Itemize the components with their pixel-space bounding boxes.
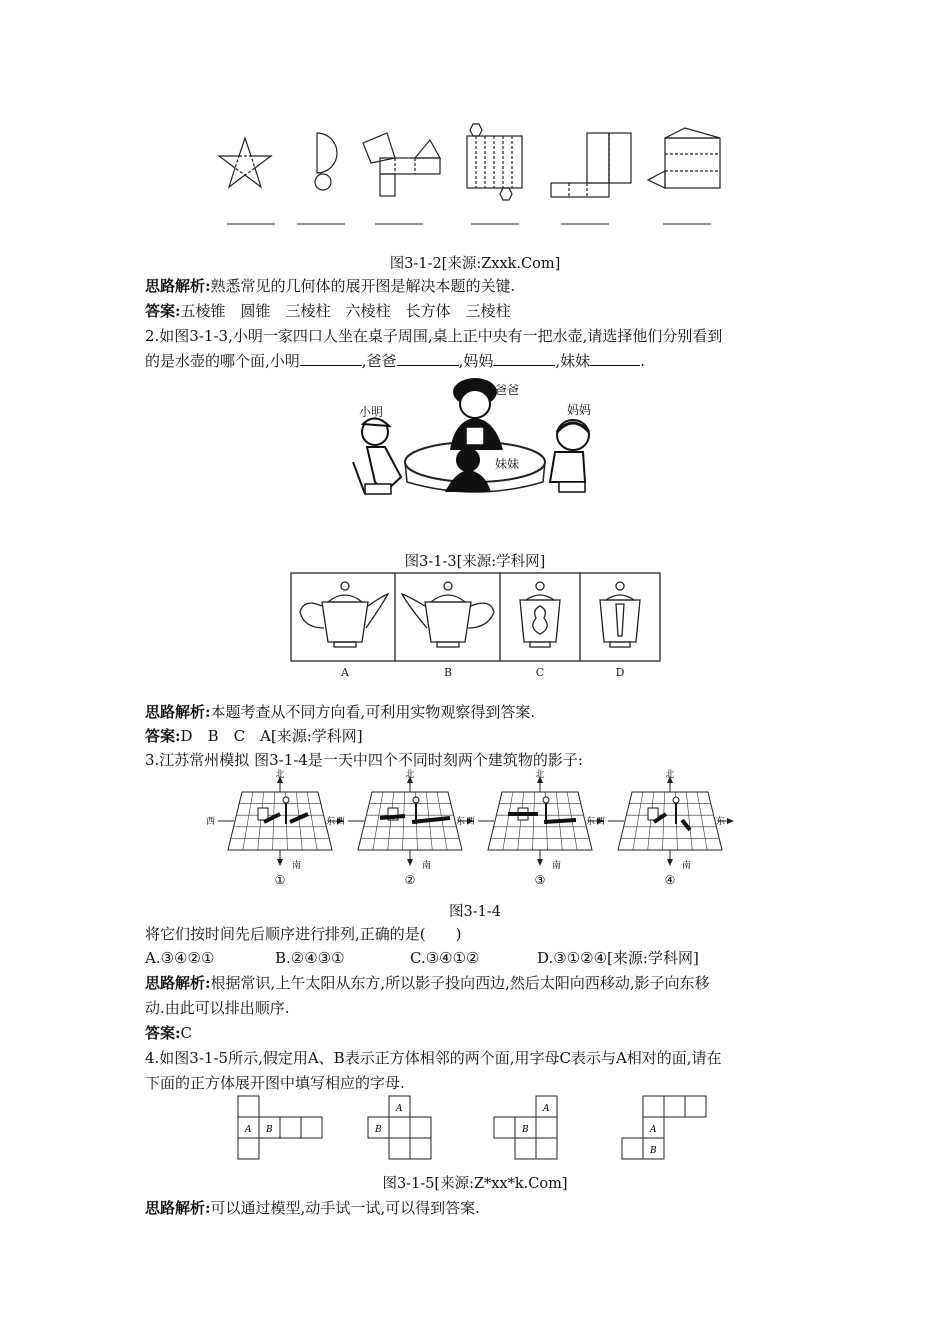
cube-net-3: [494, 1096, 557, 1159]
dir-south: 南: [422, 861, 432, 871]
q3-option-a: A.③④②①: [145, 949, 215, 967]
face-a: A: [396, 1104, 403, 1114]
dir-west: 西: [336, 817, 346, 827]
face-b: B: [650, 1146, 657, 1156]
dir-north: 北: [275, 770, 285, 780]
q3-answer: 答案:C: [145, 1024, 193, 1042]
teapot-view-a: [300, 582, 388, 647]
mama-figure: [550, 420, 589, 492]
option-a-label: A: [341, 666, 349, 679]
dir-north: 北: [535, 770, 545, 780]
prism-net-1: [363, 133, 440, 196]
label-xiaoming: 小明: [359, 405, 384, 419]
q3-question: 将它们按时间先后顺序进行排列,正确的是( ): [145, 925, 462, 943]
q3-stem: 3.江苏常州模拟 图3-1-4是一天中四个不同时刻两个建筑物的影子:: [145, 751, 583, 769]
teapot-options: [290, 572, 662, 680]
face-a: A: [543, 1104, 550, 1114]
xiaoming-figure: [353, 418, 401, 494]
label-baba: 爸爸: [495, 383, 520, 397]
figure-3-1-5: [238, 1094, 718, 1160]
cube-net-1: [238, 1096, 322, 1159]
cuboid-net: [551, 133, 631, 197]
panel-number: ④: [664, 873, 676, 887]
face-a: A: [245, 1125, 252, 1135]
shadow-panel-2: [336, 768, 474, 887]
cone-net: [315, 133, 337, 190]
q3-option-b: B.②④③①: [275, 949, 345, 967]
q3-analysis-line2: 动.由此可以排出顺序.: [145, 999, 290, 1017]
option-b-label: B: [443, 666, 453, 679]
panel-number: ②: [404, 873, 416, 887]
dir-west: 西: [466, 817, 476, 827]
shadow-panel-1: [206, 768, 344, 887]
q2-stem-line1: 2.如图3-1-3,小明一家四口人坐在桌子周围,桌上正中央有一把水壶,请选择他们分别看到: [145, 327, 723, 345]
face-a: A: [650, 1125, 657, 1135]
label-mama: 妈妈: [567, 403, 592, 417]
face-b: B: [522, 1125, 529, 1135]
q1-analysis: 思路解析:熟悉常见的几何体的展开图是解决本题的关键.: [145, 277, 516, 295]
teapot-view-c: [520, 582, 560, 647]
q3-analysis-line1: 思路解析:根据常识,上午太阳从东方,所以影子投向西边,然后太阳向西移动,影子向东移: [145, 974, 710, 992]
q3-option-c: C.③④①②: [410, 949, 480, 967]
face-b: B: [375, 1125, 382, 1135]
figure-3-1-4-caption: 图3-1-4: [449, 904, 501, 920]
dir-east: 东: [716, 817, 726, 827]
dir-east: 东: [586, 817, 596, 827]
figure-3-1-3-caption: 图3-1-3[来源:学科网]: [404, 554, 546, 570]
dir-north: 北: [405, 770, 415, 780]
figure-3-1-4: [206, 770, 740, 888]
figure-3-1-5-caption: 图3-1-5[来源:Z*xx*k.Com]: [382, 1176, 568, 1192]
dir-south: 南: [552, 861, 562, 871]
q2-analysis: 思路解析:本题考查从不同方向看,可利用实物观察得到答案.: [145, 703, 536, 721]
panel-number: ①: [274, 873, 286, 887]
star-net: [219, 138, 271, 187]
dir-south: 南: [292, 861, 302, 871]
hexagonal-prism-net: [467, 124, 522, 200]
q4-stem-line1: 4.如图3-1-5所示,假定用A、B表示正方体相邻的两个面,用字母C表示与A相对的面,请在: [145, 1049, 722, 1067]
option-c-label: C: [535, 666, 545, 679]
dir-west: 西: [206, 817, 216, 827]
q1-answer: 答案:五棱锥 圆锥 三棱柱 六棱柱 长方体 三棱柱: [145, 302, 511, 320]
face-b: B: [266, 1125, 273, 1135]
figure-3-1-2: [215, 118, 725, 230]
dir-north: 北: [665, 770, 675, 780]
label-meimei: 妹妹: [495, 457, 520, 471]
option-d-label: D: [615, 666, 625, 679]
prism-net-2: [648, 128, 720, 188]
dir-west: 西: [596, 817, 606, 827]
q4-analysis: 思路解析:可以通过模型,动手试一试,可以得到答案.: [145, 1199, 480, 1217]
teapot-view-d: [600, 582, 640, 647]
cube-net-2: [368, 1096, 431, 1159]
q4-stem-line2: 下面的正方体展开图中填写相应的字母.: [145, 1074, 405, 1092]
figure-3-1-2-caption: 图3-1-2[来源:Zxxk.Com]: [389, 256, 561, 272]
shadow-panel-4: [596, 768, 734, 887]
shadow-panel-3: [466, 768, 604, 887]
dir-east: 东: [456, 817, 466, 827]
panel-number: ③: [534, 873, 546, 887]
figure-3-1-3: [345, 372, 605, 522]
q3-option-d: D.③①②④[来源:学科网]: [537, 949, 699, 967]
q2-stem-line2: 的是水壶的哪个面,小明 ,爸爸 ,妈妈 ,妹妹 .: [145, 352, 645, 370]
teapot-view-b: [402, 582, 494, 647]
dir-south: 南: [682, 861, 692, 871]
dir-east: 东: [326, 817, 336, 827]
cube-net-4: [622, 1096, 706, 1159]
q2-answer: 答案:D B C A[来源:学科网]: [145, 727, 363, 745]
